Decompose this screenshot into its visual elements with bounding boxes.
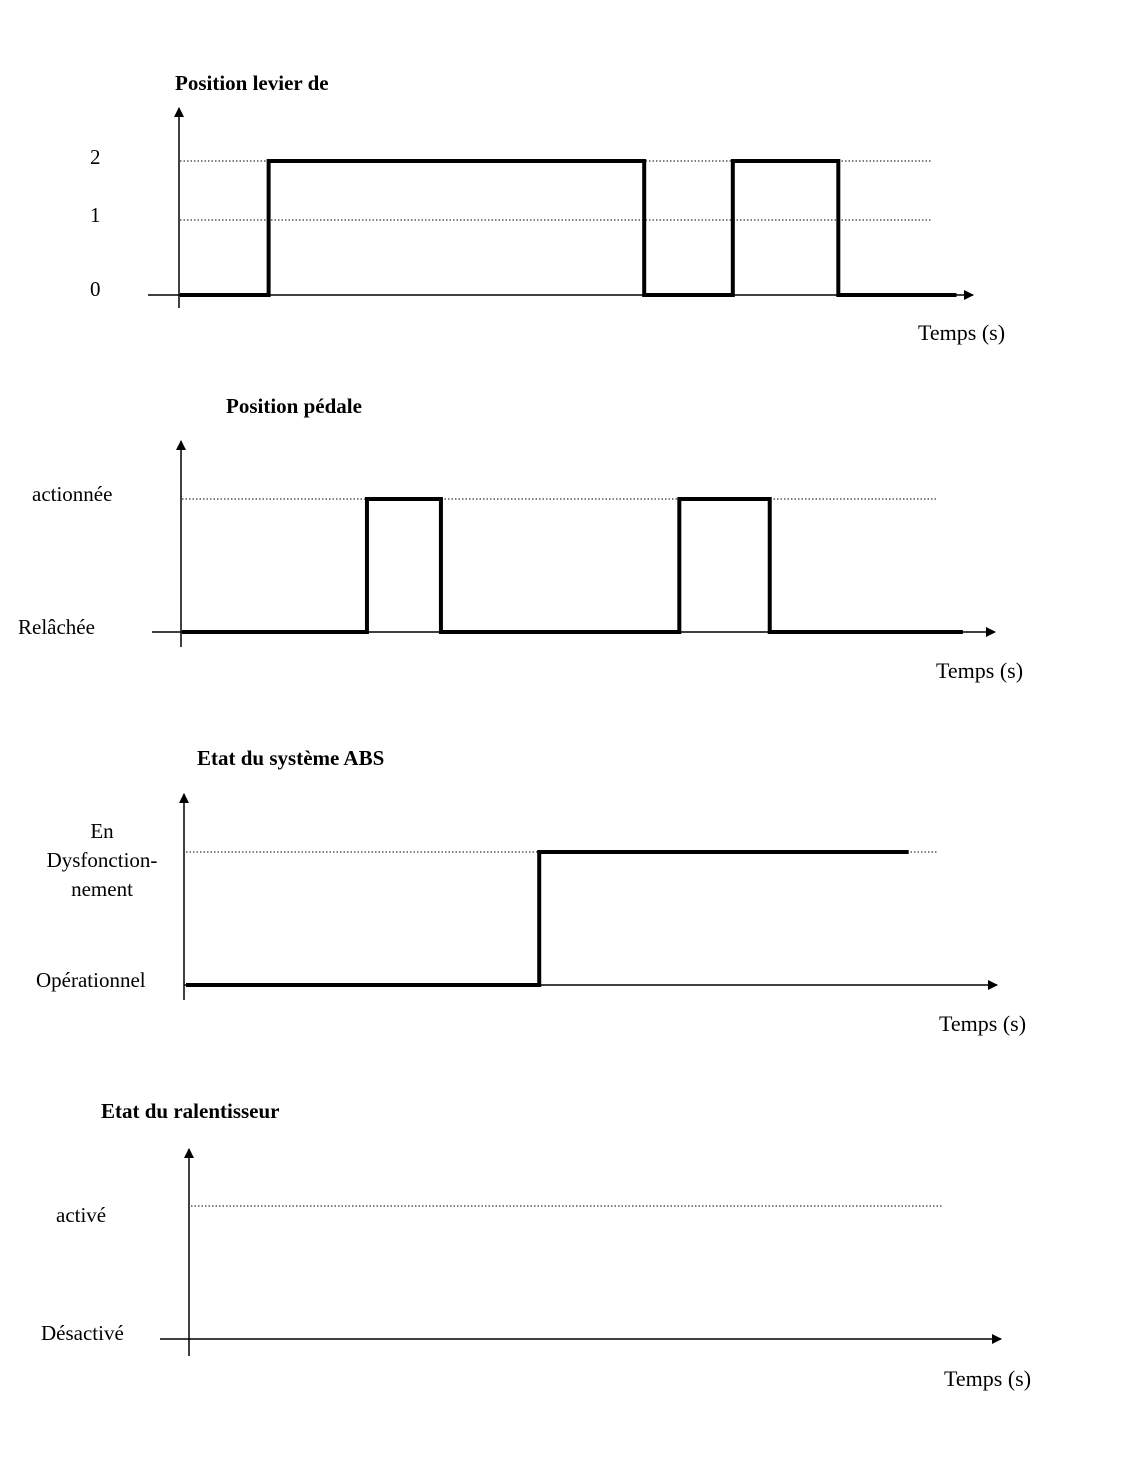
signal-step-line <box>180 161 956 295</box>
signal-group <box>180 161 956 295</box>
chart-levier <box>90 71 1005 345</box>
chart-pedale <box>18 394 1023 683</box>
chart-title: Position levier de <box>175 71 329 95</box>
chart-abs <box>36 746 1026 1036</box>
x-axis-label: Temps (s) <box>918 320 1006 345</box>
chart-title: Etat du système ABS <box>197 746 385 770</box>
signal-group <box>186 852 909 985</box>
level-label-dysfonctionnement: En Dysfonction-nement <box>46 819 158 901</box>
level-label-actionnee: actionnée <box>32 482 113 506</box>
level-label-1: 1 <box>90 203 101 227</box>
level-label-2: 2 <box>90 145 101 169</box>
level-labels <box>90 145 101 301</box>
chart-ralentisseur <box>41 1099 1031 1391</box>
signal-group <box>182 499 963 632</box>
level-labels <box>18 482 112 639</box>
chart-title: Position pédale <box>226 394 362 418</box>
x-axis-label: Temps (s) <box>944 1366 1032 1391</box>
level-label-0: 0 <box>90 277 101 301</box>
level-label-operationnel: Opérationnel <box>36 968 146 992</box>
x-axis-label: Temps (s) <box>936 658 1024 683</box>
level-label-relachee: Relâchée <box>18 615 95 639</box>
level-label-desactive: Désactivé <box>41 1321 124 1345</box>
x-axis-label: Temps (s) <box>939 1011 1027 1036</box>
level-label-active: activé <box>56 1203 107 1227</box>
signal-step-line <box>186 852 909 985</box>
level-labels <box>41 1203 124 1345</box>
chart-title: Etat du ralentisseur <box>101 1099 280 1123</box>
signal-step-line <box>182 499 963 632</box>
level-labels <box>36 819 157 992</box>
